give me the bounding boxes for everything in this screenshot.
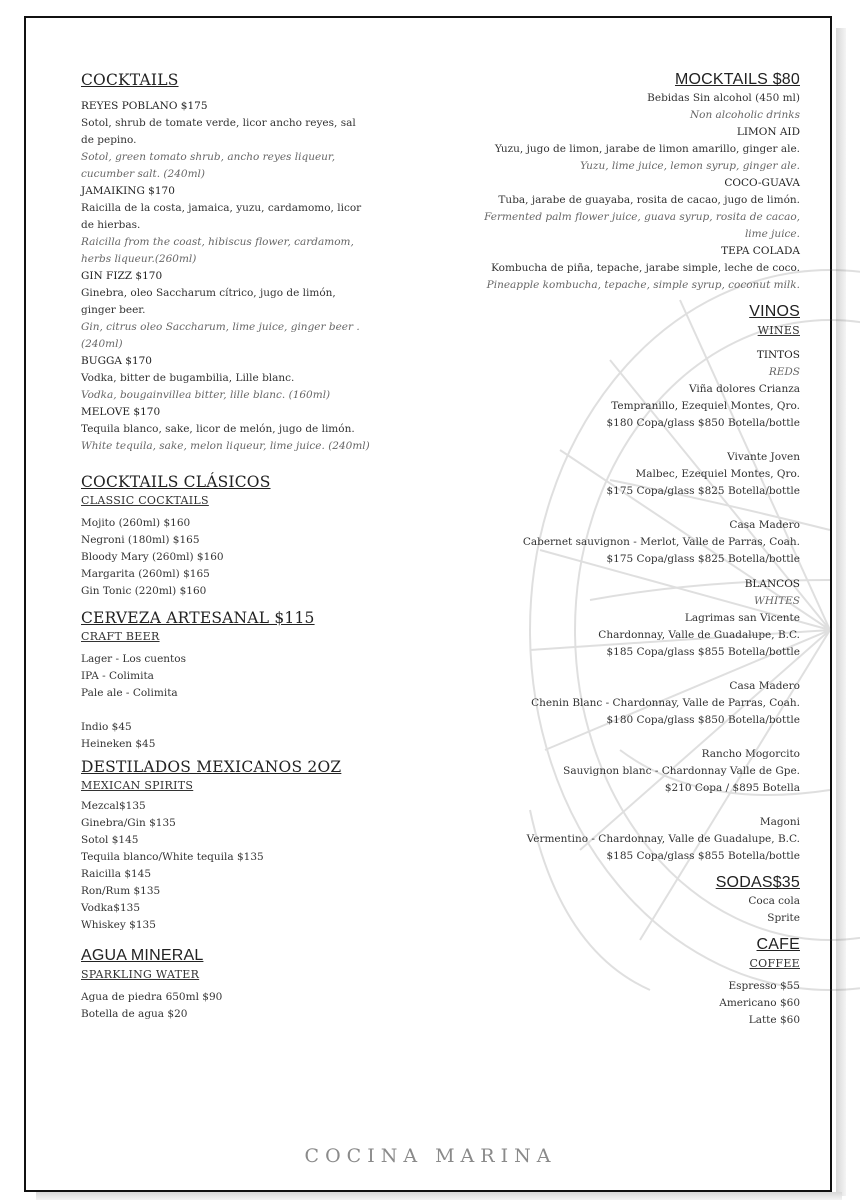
wine-price: $185 Copa/glass $855 Botella/bottle	[606, 850, 800, 862]
cocktail-desc-en: Gin, citrus oleo Saccharum, lime juice, ginger beer . (240ml)	[81, 321, 360, 350]
wine-name: Rancho Mogorcito	[701, 748, 800, 760]
mocktails-desc-en: Non alcoholic drinks	[689, 109, 800, 121]
wine-name: Casa Madero	[729, 519, 800, 531]
beer-item: Heineken $45	[81, 738, 156, 750]
whites-title: BLANCOS	[744, 578, 800, 590]
soda-item: Coca cola	[748, 895, 800, 907]
cocktail-name: MELOVE $170	[81, 406, 161, 418]
spirit-item: Mezcal$135	[81, 800, 146, 812]
mocktail-desc-en: Fermented palm flower juice, guava syrup, rosita de cacao, lime juice.	[484, 211, 800, 240]
beer-item: Indio $45	[81, 721, 132, 733]
beer-item: IPA - Colimita	[81, 670, 154, 682]
page-shadow-bottom	[36, 1192, 842, 1200]
sodas-list	[470, 893, 800, 927]
mocktails-desc: Bebidas Sin alcohol (450 ml)	[647, 92, 800, 104]
restaurant-name-footer: COCINA MARINA	[304, 1145, 557, 1167]
mocktail-desc: Yuzu, jugo de limon, jarabe de limon amarillo, ginger ale.	[494, 143, 800, 155]
section-title-classics: COCKTAILS CLÁSICOS	[81, 473, 271, 491]
section-title-sodas: SODAS$35	[715, 874, 800, 891]
section-subtitle-beer: CRAFT BEER	[81, 630, 160, 643]
classic-cocktail-item: Gin Tonic (220ml) $160	[81, 585, 207, 597]
wine-price: $180 Copa/glass $850 Botella/bottle	[606, 417, 800, 429]
section-subtitle-classics: CLASSIC COCKTAILS	[81, 494, 209, 507]
section-subtitle-spirits: MEXICAN SPIRITS	[81, 779, 194, 792]
cocktail-desc: Tequila blanco, sake, licor de melón, jugo de limón.	[81, 423, 355, 435]
classic-cocktail-item: Mojito (260ml) $160	[81, 517, 191, 529]
beer-item: Lager - Los cuentos	[81, 653, 186, 665]
coffee-item: Espresso $55	[728, 980, 800, 992]
cocktail-name: JAMAIKING $170	[81, 185, 175, 197]
wine-desc: Vermentino - Chardonnay, Valle de Guadalupe, B.C.	[526, 833, 800, 845]
wine-price: $210 Copa / $895 Botella	[664, 782, 800, 794]
section-title-mocktails: MOCKTAILS $80	[674, 71, 800, 88]
section-subtitle-water: SPARKLING WATER	[81, 968, 200, 981]
spirit-item: Ginebra/Gin $135	[81, 817, 176, 829]
coffee-item: Latte $60	[748, 1014, 800, 1026]
wine-name: Casa Madero	[729, 680, 800, 692]
cocktail-desc-en: White tequila, sake, melon liqueur, lime juice. (240ml)	[81, 440, 370, 452]
wine-desc: Sauvignon blanc - Chardonnay Valle de Gpe.	[563, 765, 800, 777]
reds-title-en: REDS	[768, 366, 800, 378]
wine-price: $175 Copa/glass $825 Botella/bottle	[606, 553, 800, 565]
wine-price: $180 Copa/glass $850 Botella/bottle	[606, 714, 800, 726]
spirit-item: Tequila blanco/White tequila $135	[81, 851, 264, 863]
classics-list	[81, 515, 371, 600]
beer-item: Pale ale - Colimita	[81, 687, 178, 699]
section-title-cafe: CAFE	[756, 936, 800, 953]
reds-list	[470, 381, 800, 568]
mocktail-list	[470, 124, 800, 294]
water-list	[81, 989, 371, 1023]
cocktail-desc: Raicilla de la costa, jamaica, yuzu, cardamomo, licor de hierbas.	[81, 202, 362, 231]
cocktail-name: REYES POBLANO $175	[81, 100, 208, 112]
cocktail-desc-en: Vodka, bougainvillea bitter, lille blanc. (160ml)	[81, 389, 331, 401]
section-title-spirits: DESTILADOS MEXICANOS 2OZ	[81, 758, 342, 776]
section-title-beer: CERVEZA ARTESANAL $115	[81, 609, 315, 627]
whites-title-en: WHITES	[754, 595, 800, 607]
cafe-list	[470, 978, 800, 1029]
classic-cocktail-item: Margarita (260ml) $165	[81, 568, 210, 580]
spirit-item: Raicilla $145	[81, 868, 152, 880]
left-column	[81, 70, 371, 1023]
cocktail-desc: Ginebra, oleo Saccharum cítrico, jugo de limón, ginger beer.	[81, 287, 336, 316]
cocktail-desc: Vodka, bitter de bugambilia, Lille blanc.	[81, 372, 295, 384]
cocktail-desc: Sotol, shrub de tomate verde, licor ancho reyes, sal de pepino.	[81, 117, 356, 146]
beer-list-commercial	[81, 719, 371, 753]
mocktail-desc: Kombucha de piña, tepache, jarabe simple, leche de coco.	[491, 262, 800, 274]
whites-list	[470, 610, 800, 865]
cocktail-desc-en: Sotol, green tomato shrub, ancho reyes liqueur, cucumber salt. (240ml)	[81, 151, 336, 180]
right-column	[470, 70, 800, 1029]
wine-desc: Tempranillo, Ezequiel Montes, Qro.	[611, 400, 800, 412]
mocktail-desc-en: Yuzu, lime juice, lemon syrup, ginger ale.	[580, 160, 800, 172]
wine-desc: Chardonnay, Valle de Guadalupe, B.C.	[598, 629, 800, 641]
cocktail-name: BUGGA $170	[81, 355, 152, 367]
wine-desc: Malbec, Ezequiel Montes, Qro.	[635, 468, 800, 480]
cocktail-name: GIN FIZZ $170	[81, 270, 163, 282]
cocktail-desc-en: Raicilla from the coast, hibiscus flower, cardamom, herbs liqueur.(260ml)	[81, 236, 354, 265]
wine-name: Viña dolores Crianza	[688, 383, 800, 395]
section-title-wines: VINOS	[749, 303, 800, 320]
wine-name: Lagrimas san Vicente	[684, 612, 800, 624]
cocktail-list	[81, 98, 371, 455]
classic-cocktail-item: Bloody Mary (260ml) $160	[81, 551, 224, 563]
section-title-water: AGUA MINERAL	[81, 947, 204, 964]
wine-desc: Chenin Blanc - Chardonnay, Valle de Parras, Coah.	[531, 697, 800, 709]
section-title-cocktails: COCKTAILS	[81, 71, 179, 89]
beer-list	[81, 651, 371, 702]
classic-cocktail-item: Negroni (180ml) $165	[81, 534, 200, 546]
mocktail-name: COCO-GUAVA	[724, 177, 800, 189]
spirits-list	[81, 798, 371, 934]
wine-price: $185 Copa/glass $855 Botella/bottle	[606, 646, 800, 658]
mocktail-name: TEPA COLADA	[721, 245, 800, 257]
spirit-item: Vodka$135	[81, 902, 141, 914]
section-subtitle-cafe: COFFEE	[749, 957, 800, 970]
water-item: Botella de agua $20	[81, 1008, 188, 1020]
soda-item: Sprite	[767, 912, 800, 924]
reds-title: TINTOS	[756, 349, 800, 361]
mocktail-desc-en: Pineapple kombucha, tepache, simple syrup, coconut milk.	[486, 279, 800, 291]
spirit-item: Sotol $145	[81, 834, 139, 846]
wine-name: Magoni	[759, 816, 800, 828]
coffee-item: Americano $60	[719, 997, 800, 1009]
wine-price: $175 Copa/glass $825 Botella/bottle	[606, 485, 800, 497]
section-subtitle-wines: WINES	[757, 324, 800, 337]
mocktail-desc: Tuba, jarabe de guayaba, rosita de cacao, jugo de limón.	[498, 194, 800, 206]
wine-desc: Cabernet sauvignon - Merlot, Valle de Parras, Coah.	[522, 536, 800, 548]
water-item: Agua de piedra 650ml $90	[81, 991, 223, 1003]
mocktail-name: LIMON AID	[736, 126, 800, 138]
spirit-item: Whiskey $135	[81, 919, 156, 931]
spirit-item: Ron/Rum $135	[81, 885, 161, 897]
wine-name: Vivante Joven	[727, 451, 800, 463]
